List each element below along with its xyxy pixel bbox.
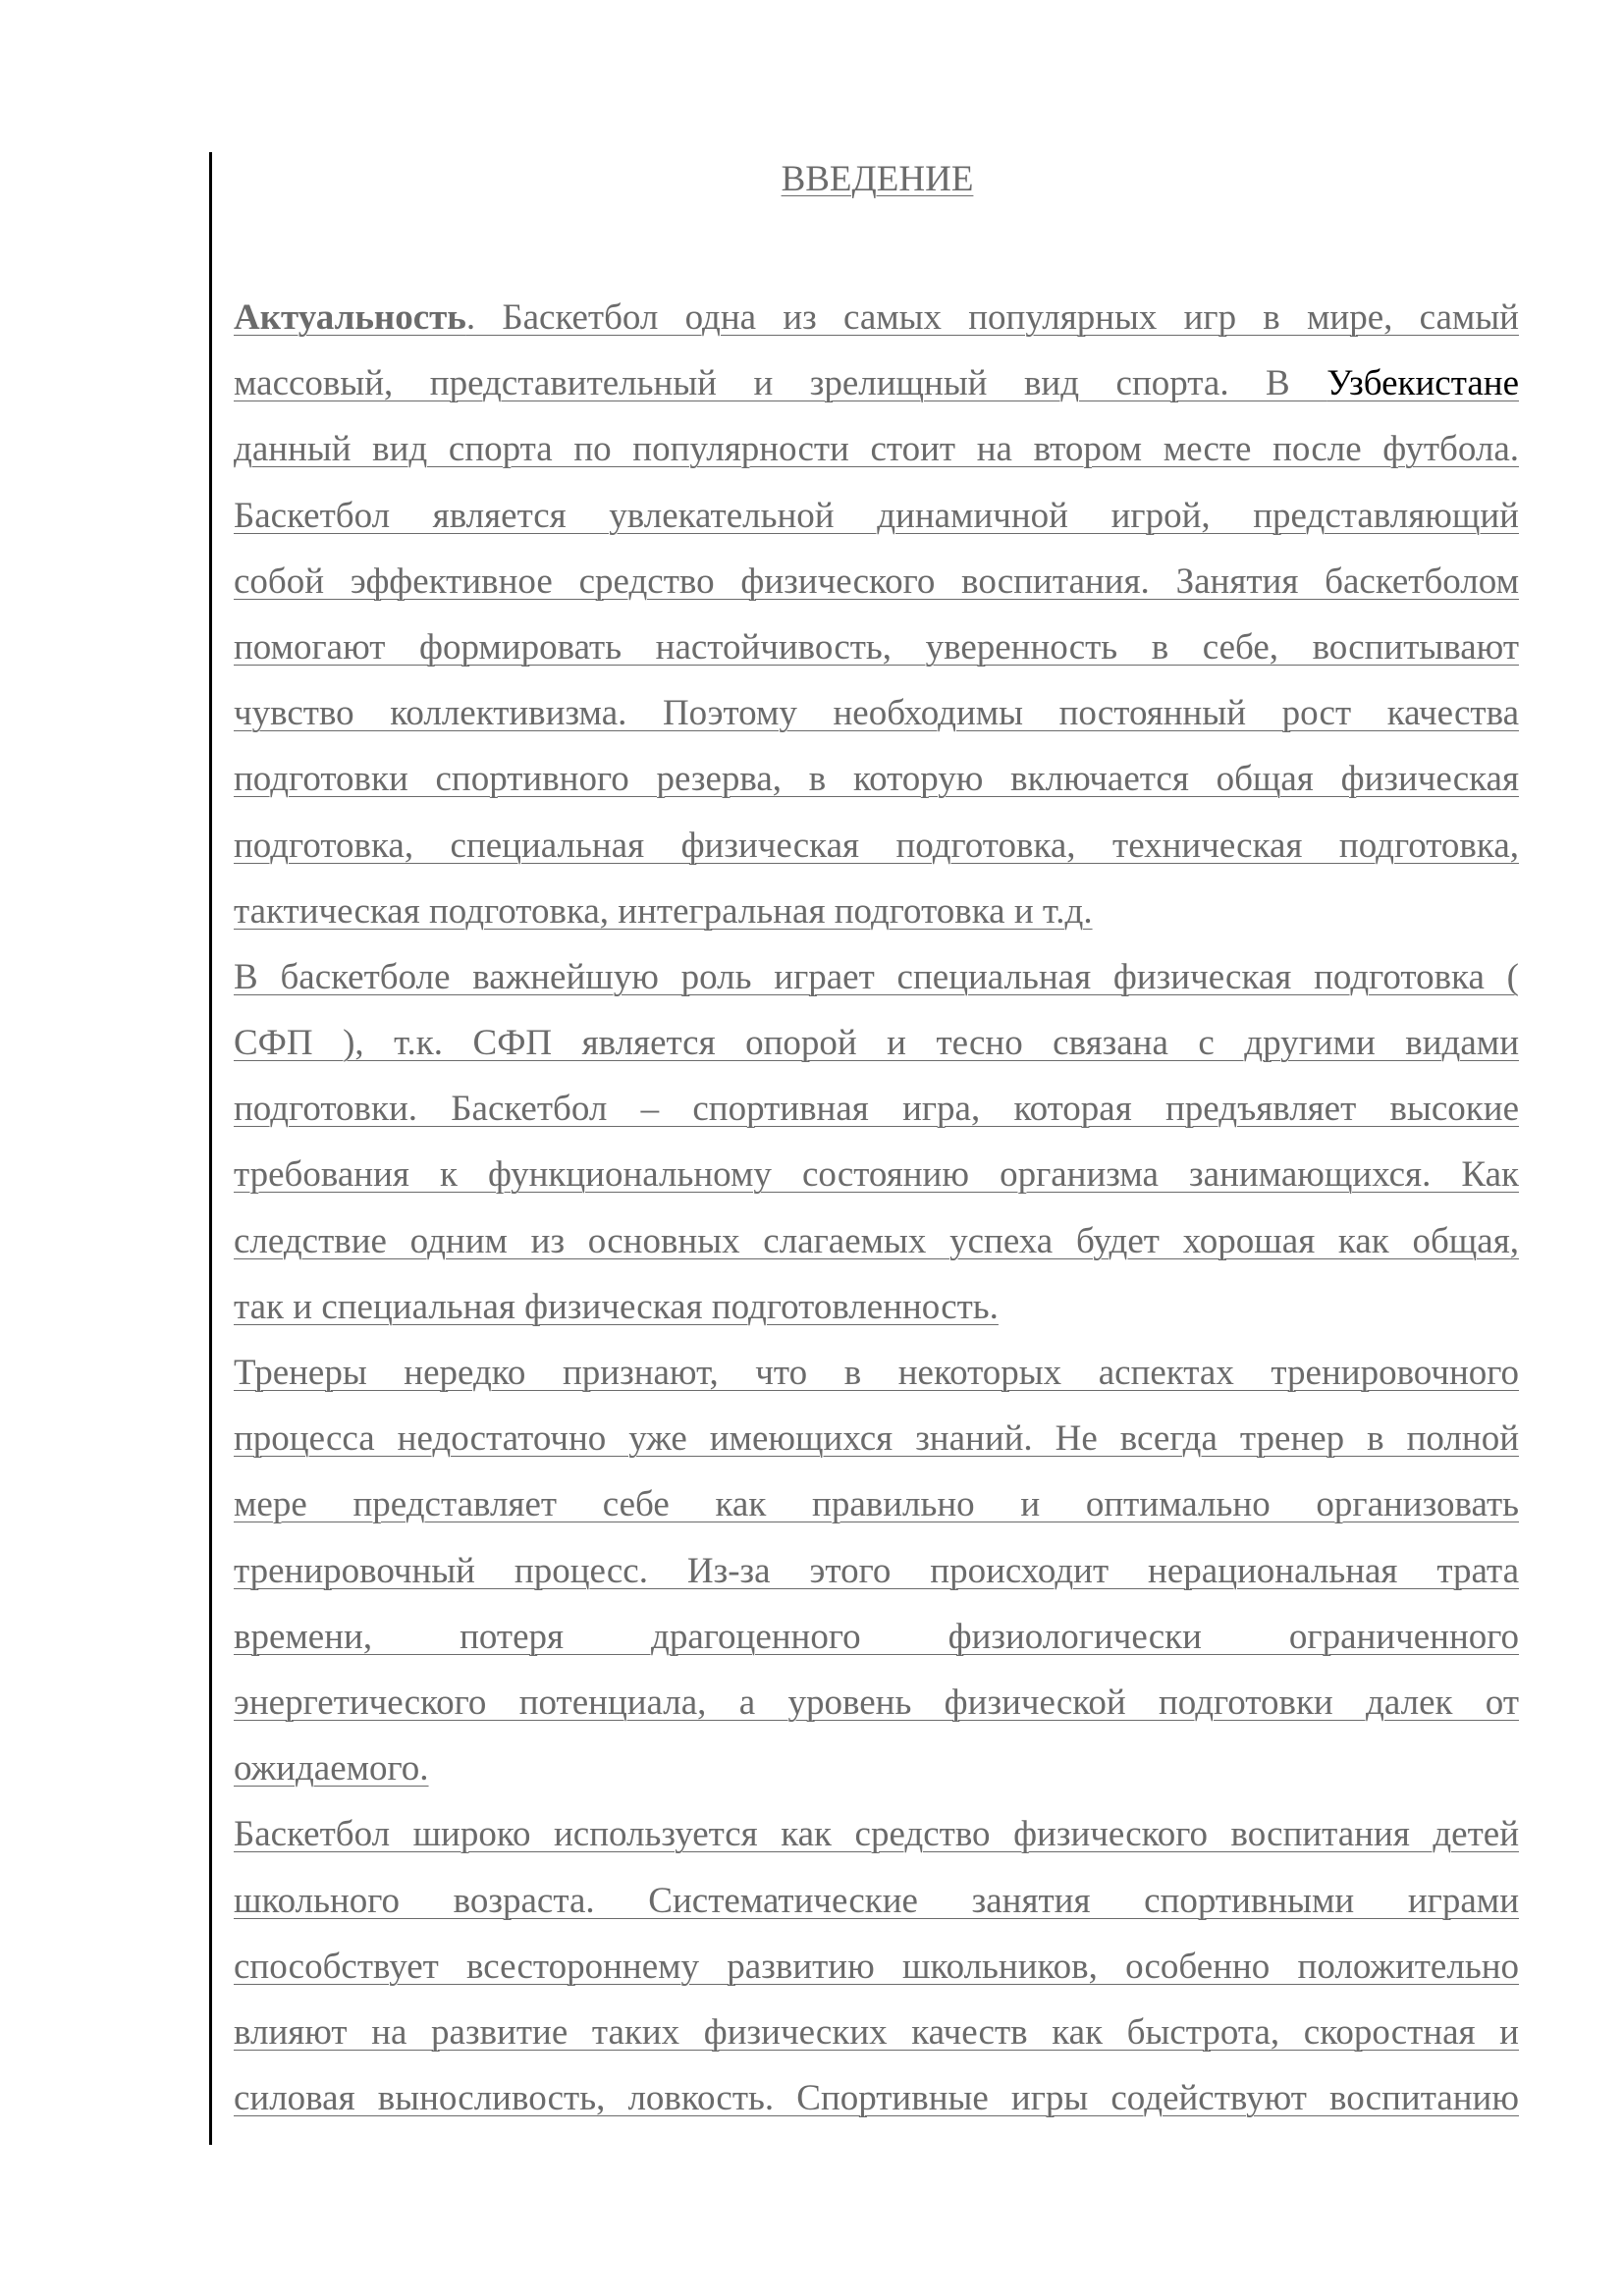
text-line: тактическая подготовка, интегральная подготовка и т.д. <box>234 890 1093 932</box>
revision-change-bar <box>209 152 212 2145</box>
text-line: подготовки спортивного резерва, в которую включается общая физическая <box>234 759 1519 800</box>
text-line: В баскетболе важнейшую роль играет специальная физическая подготовка ( <box>234 956 1519 997</box>
text-line: силовая выносливость, ловкость. Спортивные игры содействуют воспитанию <box>234 2078 1519 2119</box>
section-heading: ВВЕДЕНИЕ <box>781 159 974 199</box>
text-line: подготовки. Баскетбол – спортивная игра, которая предъявляет высокие <box>234 1089 1519 1130</box>
text-line <box>234 285 1519 350</box>
text-line: мере представляет себе как правильно и оптимально организовать <box>234 1484 1519 1525</box>
text-line: данный вид спорта по популярности стоит на втором месте после футбола. <box>234 429 1519 470</box>
text-line: ожидаемого. <box>234 1748 429 1789</box>
inserted-word: Узбекистане <box>1326 363 1519 404</box>
text-line: влияют на развитие таких физических качеств как быстрота, скоростная и <box>234 2011 1519 2053</box>
text-line: энергетического потенциала, а уровень физической подготовки далек от <box>234 1682 1519 1723</box>
text-line: способствует всестороннему развитию школьников, особенно положительно <box>234 1946 1519 1987</box>
paragraph-school <box>234 1801 1519 2131</box>
text-line <box>234 350 1519 416</box>
text-segment: массовый, представительный и зрелищный вид спорта. В <box>234 363 1327 404</box>
text-line: требования к функциональному состоянию организма занимающихся. Как <box>234 1154 1519 1196</box>
document-body <box>234 285 1519 2131</box>
text-line: школьного возраста. Систематические занятия спортивными играми <box>234 1880 1519 1921</box>
text-line: так и специальная физическая подготовленность. <box>234 1286 999 1327</box>
paragraph-coaches <box>234 1340 1519 1801</box>
text-line: собой эффективное средство физического воспитания. Занятия баскетболом <box>234 561 1519 602</box>
text-line: чувство коллективизма. Поэтому необходимы постоянный рост качества <box>234 693 1519 734</box>
relevance-label: Актуальность <box>234 297 466 338</box>
paragraph-relevance <box>234 285 1519 944</box>
text-line: подготовка, специальная физическая подготовка, техническая подготовка, <box>234 825 1519 866</box>
text-line: Баскетбол является увлекательной динамичной игрой, представляющий <box>234 495 1519 536</box>
text-line: процесса недостаточно уже имеющихся знаний. Не всегда тренер в полной <box>234 1418 1519 1460</box>
text-line: следствие одним из основных слагаемых успеха будет хорошая как общая, <box>234 1220 1519 1261</box>
text-line: времени, потеря драгоценного физиологически ограниченного <box>234 1616 1519 1657</box>
text-line: помогают формировать настойчивость, уверенность в себе, воспитывают <box>234 626 1519 667</box>
text-line: Баскетбол широко используется как средство физического воспитания детей <box>234 1814 1519 1855</box>
text-line: тренировочный процесс. Из-за этого происходит нерациональная трата <box>234 1550 1519 1591</box>
paragraph-sfp <box>234 944 1519 1340</box>
text-line: Тренеры нередко признают, что в некоторых аспектах тренировочного <box>234 1353 1519 1393</box>
text-segment: . Баскетбол одна из самых популярных игр в мире, самый <box>465 297 1519 338</box>
text-line: СФП ), т.к. СФП является опорой и тесно связана с другими видами <box>234 1023 1519 1064</box>
